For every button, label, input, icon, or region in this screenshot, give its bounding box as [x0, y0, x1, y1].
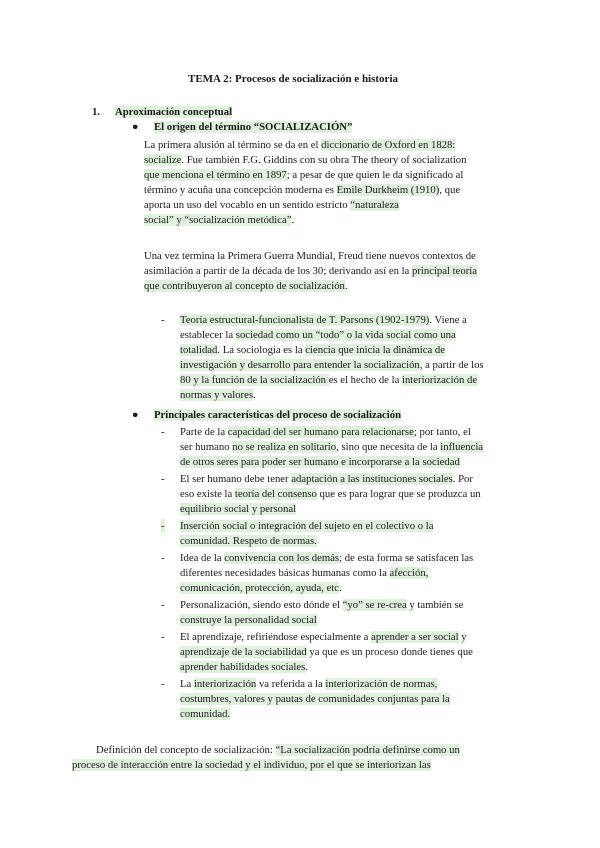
highlight: adaptación a las instituciones sociales [291, 473, 453, 485]
highlight: Teoría estructural-funcionalista de T. Parsons (1902-1979) [180, 314, 430, 326]
paragraph-line: social” y “socialización metódica”. [144, 214, 295, 226]
paragraph-line: que menciona el término en 1897; a pesar de que quien le da significado al [144, 169, 464, 181]
paragraph-line: término y acuña una concepción moderna es Emile Durkheim (1910), que [144, 184, 461, 196]
highlight: “La socialización podría definirse como un [275, 744, 460, 756]
highlight: sociedad como un “todo” o la vida social como una [235, 329, 456, 341]
highlight: afección, [389, 567, 429, 579]
bullet-heading-origin [154, 120, 352, 134]
list-item-line: Teoría estructural-funcionalista de T. Parsons (1902-1979). Viene a [180, 314, 467, 326]
dash-marker: - [161, 473, 165, 485]
highlight: Emile Durkheim (1910) [336, 184, 440, 196]
list-item-line: aprender habilidades sociales. [180, 661, 308, 673]
highlight: interiorización de normas, [325, 678, 438, 690]
paragraph-line: socialize. Fue también F.G. Giddins con su obra The theory of socialization [144, 154, 467, 166]
dash-marker: - [161, 678, 165, 690]
highlight: “yo” se re-crea [342, 599, 407, 611]
highlight: comunidad. Respeto de normas. [180, 535, 317, 547]
list-item-line: Parte de la capacidad del ser humano para relacionarse; por tanto, el [180, 426, 471, 438]
highlight: diccionario de Oxford en 1828: [321, 139, 456, 151]
paragraph-line: asimilación a partir de la década de los 30; derivando así en la principal teoría [144, 265, 477, 277]
bullet-heading-characteristics-text: Principales características del proceso de socialización [154, 409, 402, 421]
highlight: totalidad [180, 344, 218, 356]
paragraph-line: que contribuyeron al concepto de socialización. [144, 280, 348, 292]
highlight: de otros seres para poder ser humano e incorporarse a la sociedad [180, 456, 460, 468]
list-item-line: diferentes necesidades básicas humanas como la afección, [180, 567, 429, 579]
list-item-line: establecer la sociedad como un “todo” o la vida social como una [180, 329, 456, 341]
highlight: no se realiza en solitario [232, 441, 337, 453]
definition-line [72, 758, 431, 772]
section-number: 1. [92, 106, 101, 118]
page-title: TEMA 2: Procesos de socialización e historia [188, 73, 398, 85]
highlight: comunidad. [180, 708, 231, 720]
highlight: aprender habilidades sociales [180, 661, 306, 673]
dash-marker: - [161, 520, 165, 532]
highlight: normas y valores [180, 389, 254, 401]
dash-marker: - [161, 314, 165, 326]
list-item-line: El aprendizaje, refiriéndose especialmente a aprender a ser social y [180, 631, 467, 643]
highlight: 80 y la función de la socialización [180, 374, 329, 386]
list-item-line: Personalización, siendo esto dónde el “yo” se re-crea y también se [180, 599, 464, 611]
list-item-line: La interiorización va referida a la interiorización de normas, [180, 678, 438, 690]
highlight: ciencia que inicia la dinámica de [305, 344, 446, 356]
bullet-heading-origin-text: El origen del término “SOCIALIZACIÓN” [154, 121, 353, 133]
highlight: que menciona el término en 1897 [144, 169, 287, 181]
list-item-line: normas y valores. [180, 389, 256, 401]
highlight: construye la personalidad social [180, 614, 317, 626]
highlight: social” y “socialización metódica” [144, 214, 292, 226]
list-item-line [180, 455, 460, 469]
dash-marker: - [161, 552, 165, 564]
list-item-line: aprendizaje de la sociabilidad ya que es un proceso donde tienes que [180, 646, 473, 658]
highlight: proceso de interacción entre la sociedad y el individuo, por el que se interiorizan las [72, 759, 431, 771]
highlight: investigación y desarrollo para entender la socialización [180, 359, 420, 371]
list-item-line [180, 613, 317, 627]
highlight: capacidad del ser humano para relacionarse [227, 426, 414, 438]
highlight: aprendizaje de la sociabilidad [180, 646, 307, 658]
highlight: principal teoría [411, 265, 477, 277]
list-item-line: eso existe la teoría del consenso que es para lograr que se produzca un [180, 488, 481, 500]
bullet-icon: ● [132, 121, 139, 133]
bullet-icon: ● [132, 409, 139, 421]
list-item-line: investigación y desarrollo para entender la socialización, a partir de los [180, 359, 484, 371]
highlight: influencia [440, 441, 484, 453]
dash-marker: - [161, 631, 165, 643]
list-item-line: El ser humano debe tener adaptación a las instituciones sociales. Por [180, 473, 473, 485]
highlight: que contribuyeron al concepto de socialización [144, 280, 345, 292]
highlight: teoría del consenso [234, 488, 317, 500]
bullet-heading-characteristics [154, 408, 401, 422]
highlight: convivencia con los demás [224, 552, 340, 564]
highlight: Inserción social o integración del sujeto en el colectivo o la [180, 520, 434, 532]
list-item-line: ser humano no se realiza en solitario, sino que necesita de la influencia [180, 441, 484, 453]
dash-marker: - [161, 599, 165, 611]
dash-marker: - [161, 426, 165, 438]
paragraph-line: La primera alusión al término se da en el diccionario de Oxford en 1828: [144, 139, 456, 151]
section-heading-text: Aproximación conceptual [115, 106, 233, 118]
list-item-line [180, 707, 230, 721]
highlight: interiorización de [401, 374, 478, 386]
paragraph-line: Una vez termina la Primera Guerra Mundial, Freud tiene nuevos contextos de [144, 250, 476, 262]
definition-line: Definición del concepto de socialización: “La socialización podría definirse como un [96, 744, 460, 756]
highlight: costumbres, valores y pautas de comunidades conjuntas para la [180, 693, 450, 705]
highlight: equilibrio social y personal [180, 503, 297, 515]
list-item-line: totalidad. La sociología es la ciencia que inicia la dinámica de [180, 344, 446, 356]
highlight: aprender a ser social [371, 631, 459, 643]
list-item-line: 80 y la función de la socialización es el hecho de la interiorización de [180, 374, 478, 386]
highlight: comunicación, protección, ayuda, etc [180, 582, 340, 594]
highlight: “naturaleza [350, 199, 399, 211]
list-item-line [180, 534, 317, 548]
paragraph-line: aporta un uso del vocablo en un sentido estricto “naturaleza [144, 199, 399, 211]
highlight: interiorización [193, 678, 257, 690]
list-item-line: comunicación, protección, ayuda, etc. [180, 582, 342, 594]
list-item-line [180, 692, 450, 706]
list-item-line [180, 519, 433, 533]
highlight: socialize [144, 154, 182, 166]
section-heading [115, 105, 232, 119]
list-item-line [180, 502, 296, 516]
list-item-line: Idea de la convivencia con los demás; de esta forma se satisfacen las [180, 552, 474, 564]
